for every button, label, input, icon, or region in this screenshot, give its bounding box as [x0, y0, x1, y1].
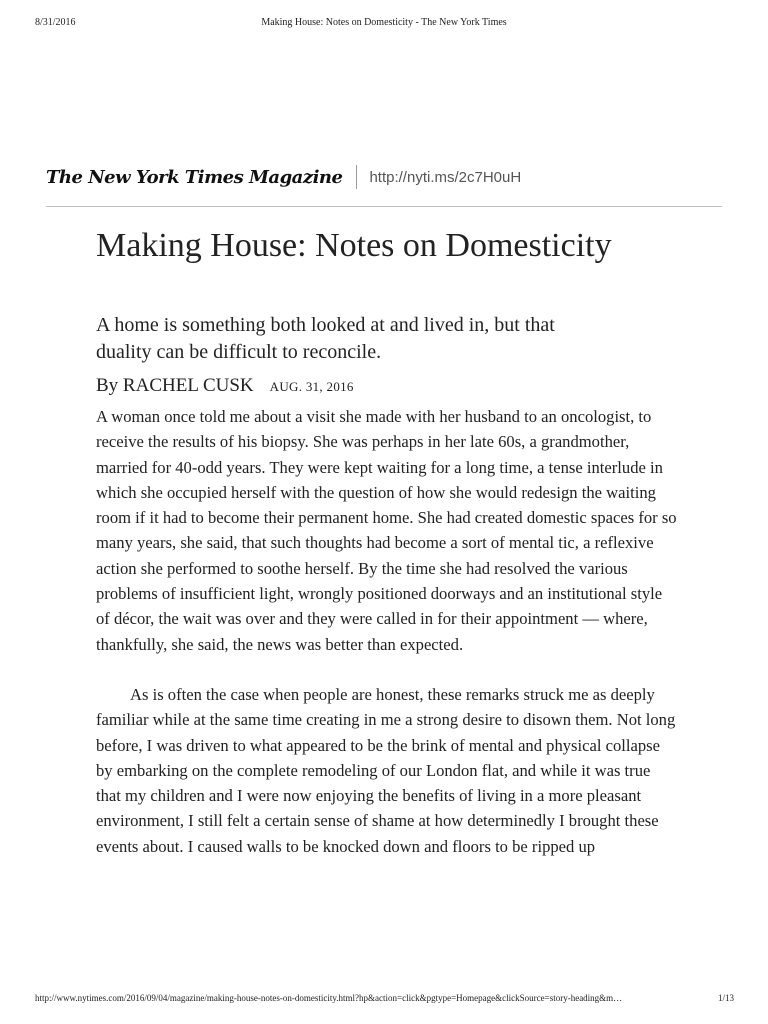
byline [96, 375, 354, 397]
nyt-magazine-logo[interactable]: The New York Times Magazine [46, 166, 343, 188]
article-body [96, 404, 678, 859]
print-footer-url: http://www.nytimes.com/2016/09/04/magazine/making-house-notes-on-domesticity.html?hp&action=click&pgtype=Homepage&clickSource=story-heading&m… [35, 993, 623, 1003]
masthead-divider [356, 165, 357, 189]
article-date: AUG. 31, 2016 [269, 379, 354, 394]
header-rule [46, 206, 722, 207]
article-paragraph: A woman once told me about a visit she made with her husband to an oncologist, to receive the results of his biopsy. She was perhaps in her late 60s, a grandmother, married for 40-odd years. They were kept waiting for a long time, a tense interlude in which she occupied herself with the question of how she would redesign the waiting room if it had to become their permanent home. She had created domestic spaces for so many years, she said, that such thoughts had become a sort of mental tic, a reflexive action she performed to soothe herself. By the time she had resolved the various problems of insufficient light, wrongly positioned doorways and an institutional style of décor, the wait was over and they were called in for their appointment — where, thankfully, she said, the news was better than expected. [96, 407, 677, 654]
article-summary: A home is something both looked at and lived in, but that duality can be difficult to reconcile. [96, 314, 555, 363]
short-link[interactable]: http://nyti.ms/2c7H0uH [369, 168, 522, 186]
article-headline: Making House: Notes on Domesticity [96, 227, 612, 264]
masthead [46, 163, 521, 191]
article-paragraph: As is often the case when people are honest, these remarks struck me as deeply familiar while at the same time creating in me a strong desire to disown them. Not long before, I was driven to what appeared to be the brink of mental and physical collapse by embarking on the complete remodeling of our London flat, and while it was true that my children and I were now enjoying the benefits of living in a more pleasant environment, I still felt a certain sense of shame at how determinedly I brought these events about. I caused walls to be knocked down and floors to be ripped up [96, 684, 676, 856]
print-header-title: Making House: Notes on Domesticity - The New York Times [261, 17, 507, 28]
byline-author[interactable]: By RACHEL CUSK [96, 375, 254, 396]
print-header-date: 8/31/2016 [35, 17, 76, 28]
print-footer-page-number: 1/13 [717, 993, 734, 1003]
